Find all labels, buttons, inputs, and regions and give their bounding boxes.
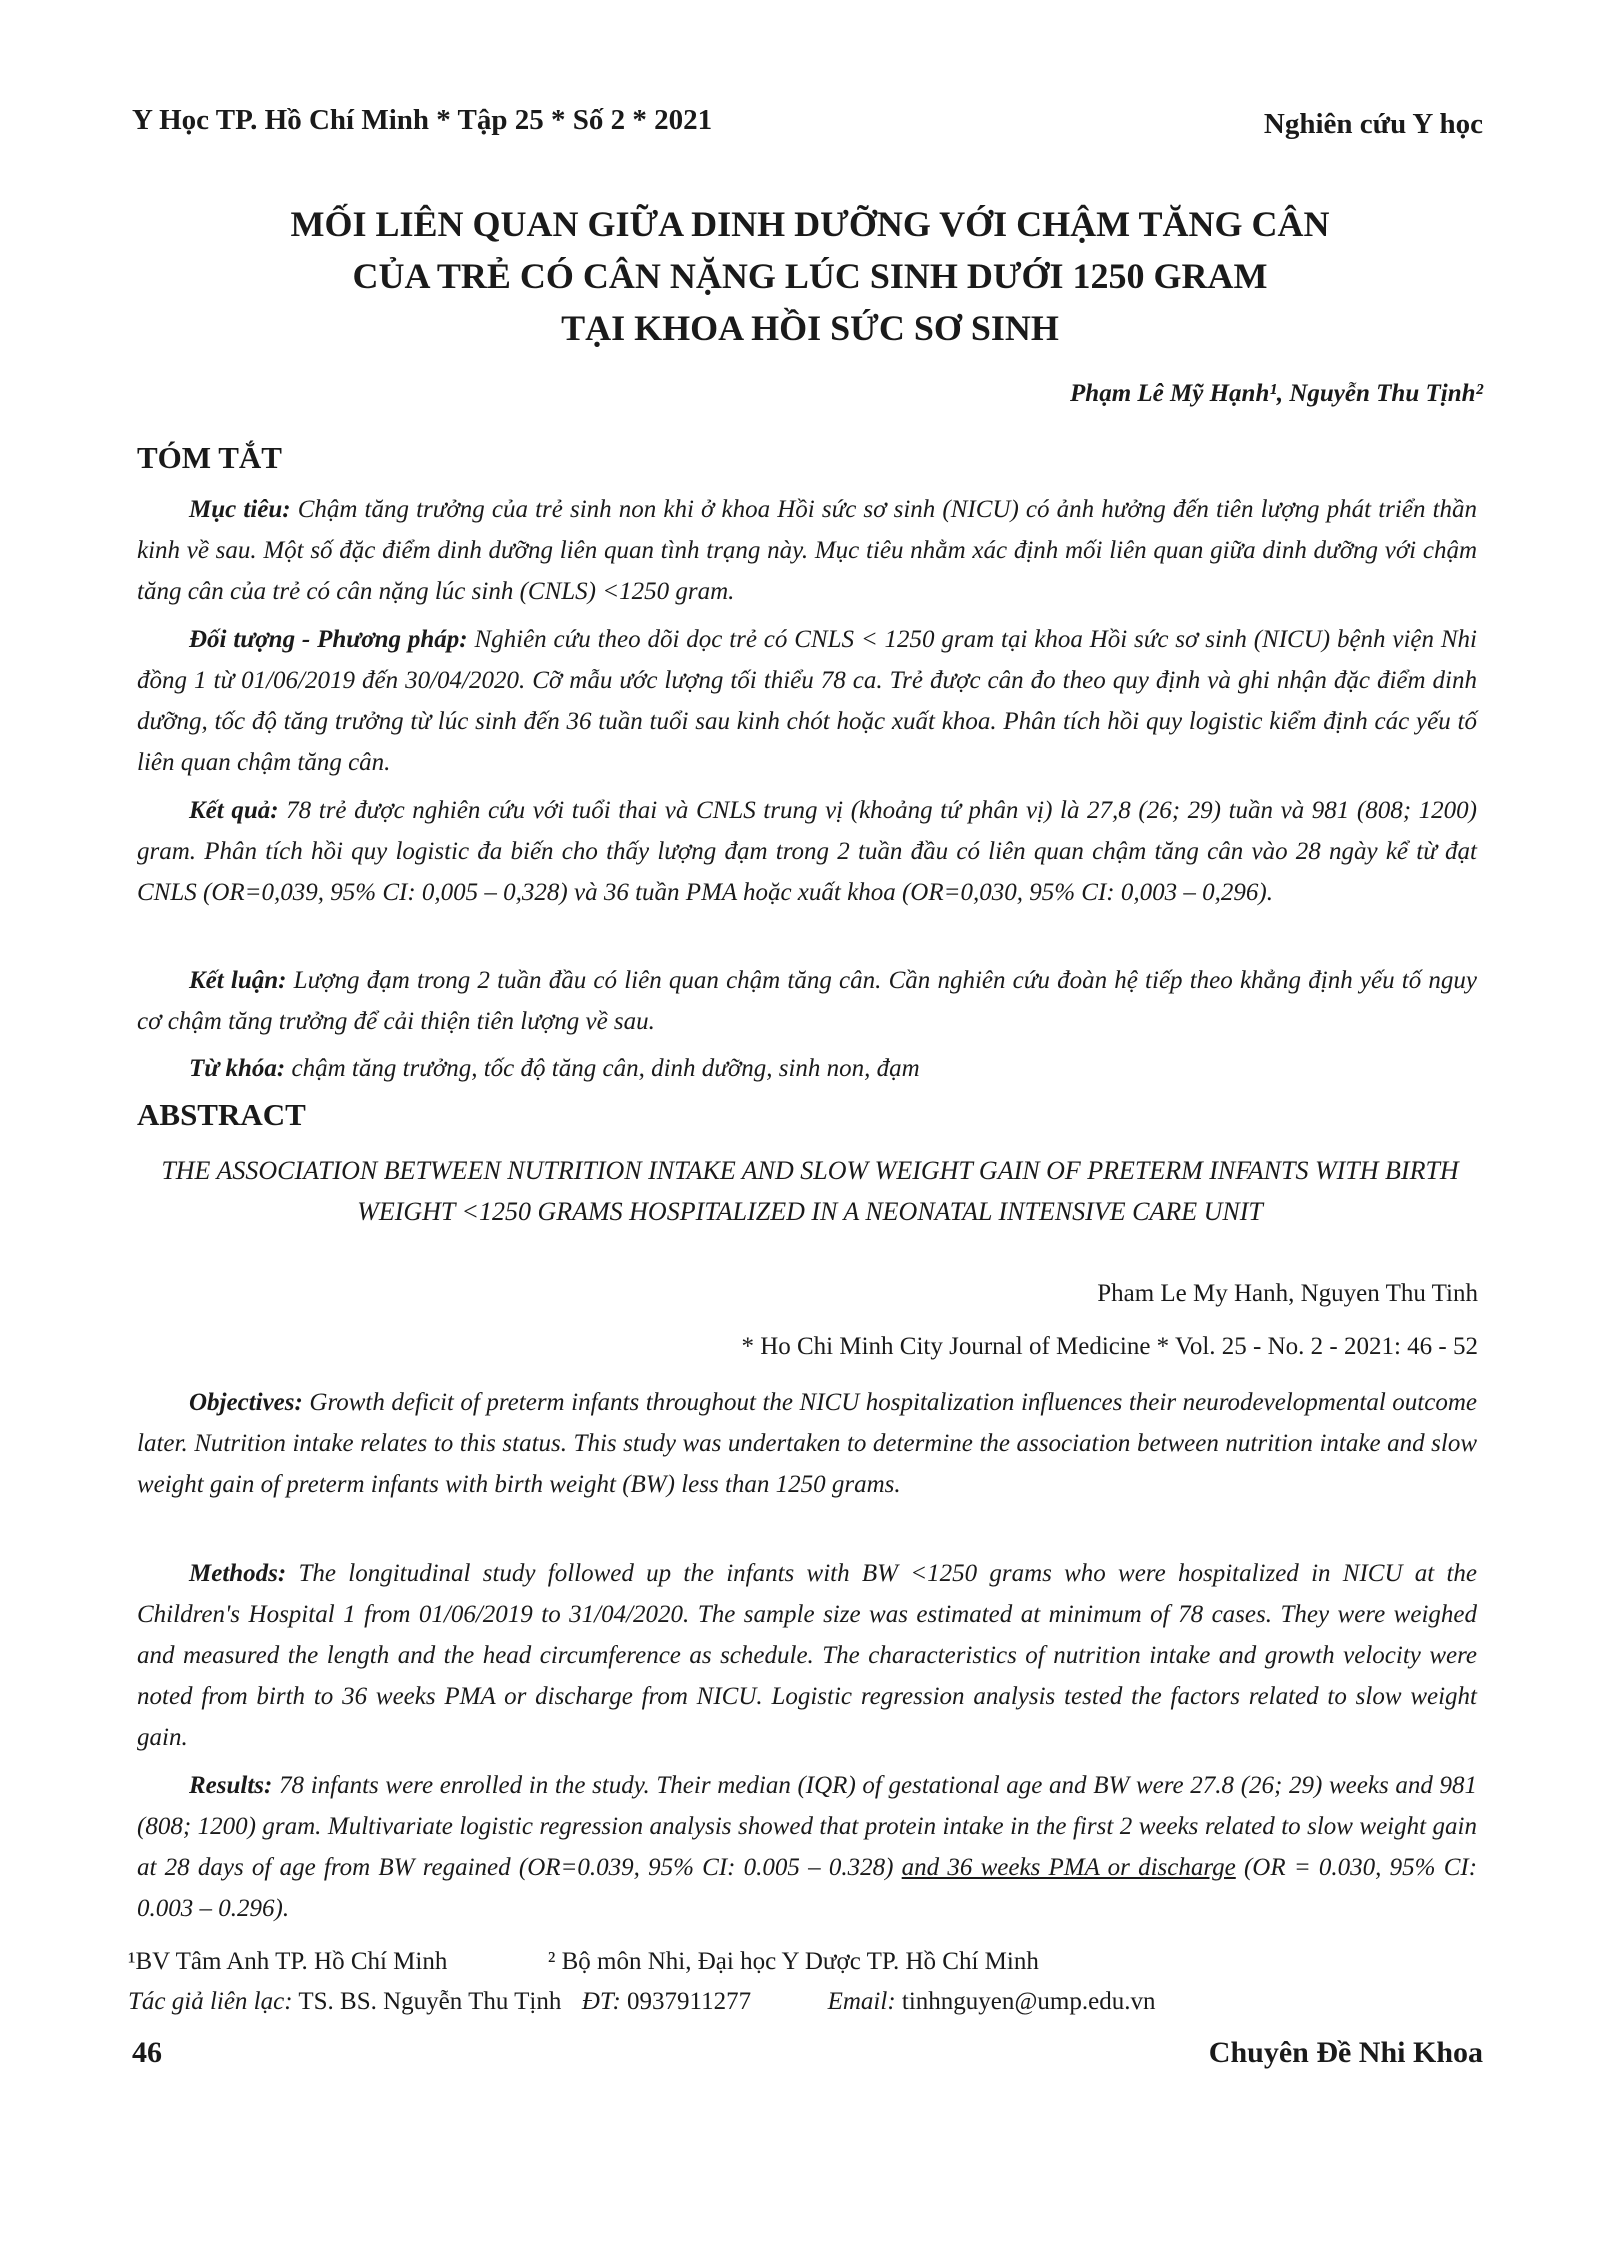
objectives-text: Growth deficit of preterm infants throughout the NICU hospitalization influences their neurodevelopmental outcome later. Nutrition intake relates to this status. This study was undertaken to determine the association between nutrition intake and slow weight gain of preterm infants with birth weight (BW) less than 1250 grams.: [137, 1389, 1478, 1498]
results-tail-text: (OR = 0.030, 95% CI: 0.003 – 0.296).: [137, 1854, 1478, 1922]
title-line: MỐI LIÊN QUAN GIỮA DINH DƯỠNG VỚI CHẬM TĂNG CÂN: [290, 204, 1330, 244]
section-header: Nghiên cứu Y học: [1263, 108, 1483, 140]
objectives-label: Objectives:: [189, 1389, 303, 1416]
phone-label: ĐT:: [581, 1988, 621, 2015]
results-vn-paragraph: [137, 790, 1477, 913]
methods-label: Methods:: [189, 1560, 287, 1587]
results-paragraph: [137, 1765, 1477, 1929]
authors-english: Pham Le My Hanh, Nguyen Thu Tinh: [1097, 1280, 1478, 1307]
email-address: tinhnguyen@ump.edu.vn: [901, 1988, 1156, 2015]
title-line: TẠI KHOA HỒI SỨC SƠ SINH: [561, 308, 1059, 348]
conclusion-vn-label: Kết luận:: [189, 967, 287, 994]
keywords-vn-paragraph: [137, 1048, 1477, 1089]
methods-vn-text: Nghiên cứu theo dõi dọc trẻ có CNLS < 1250 gram tại khoa Hồi sức sơ sinh (NICU) bệnh viện Nhi đồng 1 từ 01/06/2019 đến 30/04/2020. Cỡ mẫu ước lượng tối thiểu 78 ca. Trẻ được cân đo theo quy định và ghi nhận đặc điểm dinh dưỡng, tốc độ tăng trưởng từ lúc sinh đến 36 tuần tuổi sau kinh chót hoặc xuất khoa. Phân tích hồi quy logistic kiểm định các yếu tố liên quan chậm tăng cân.: [137, 626, 1477, 776]
methods-vn-paragraph: [137, 619, 1477, 783]
title-line: CỦA TRẺ CÓ CÂN NẶNG LÚC SINH DƯỚI 1250 GRAM: [352, 256, 1268, 296]
affiliation-2: ² Bộ môn Nhi, Đại học Y Dược TP. Hồ Chí Minh: [547, 1948, 1039, 1975]
results-vn-label: Kết quả:: [189, 797, 279, 824]
methods-paragraph: [137, 1553, 1477, 1758]
conclusion-vn-text: Lượng đạm trong 2 tuần đầu có liên quan chậm tăng cân. Cần nghiên cứu đoàn hệ tiếp theo khẳng định yếu tố nguy cơ chậm tăng trưởng để cải thiện tiên lượng về sau.: [137, 967, 1477, 1035]
keywords-vn-label: Từ khóa:: [189, 1055, 286, 1082]
affiliations-line: [128, 1948, 1039, 1976]
authors-vietnamese: Phạm Lê Mỹ Hạnh¹, Nguyễn Thu Tịnh²: [1070, 380, 1483, 407]
contact-name: TS. BS. Nguyễn Thu Tịnh: [298, 1988, 562, 2015]
abstract-heading: ABSTRACT: [137, 1097, 306, 1132]
objective-text: Chậm tăng trưởng của trẻ sinh non khi ở khoa Hồi sức sơ sinh (NICU) có ảnh hưởng đến tiên lượng phát triển thần kinh về sau. Một số đặc điểm dinh dưỡng liên quan tình trạng này. Mục tiêu nhằm xác định mối liên quan giữa dinh dưỡng với chậm tăng cân của trẻ có cân nặng lúc sinh (CNLS) <1250 gram.: [137, 496, 1478, 605]
methods-vn-label: Đối tượng - Phương pháp:: [189, 626, 468, 653]
results-label: Results:: [189, 1772, 273, 1799]
contact-label: Tác giả liên lạc:: [128, 1988, 293, 2015]
objective-paragraph: [137, 489, 1477, 612]
methods-text: The longitudinal study followed up the infants with BW <1250 grams who were hospitalized in NICU at the Children's Hospital 1 from 01/06/2019 to 31/04/2020. The sample size was estimated at minimum of 78 cases. They were weighed and measured the length and the head circumference as schedule. The characteristics of nutrition intake and growth velocity were noted from birth to 36 weeks PMA or discharge from NICU. Logistic regression analysis tested the factors related to slow weight gain.: [137, 1560, 1478, 1751]
keywords-vn-text: chậm tăng trưởng, tốc độ tăng cân, dinh dưỡng, sinh non, đạm: [291, 1055, 920, 1082]
email-label: Email:: [827, 1988, 896, 2015]
english-title: THE ASSOCIATION BETWEEN NUTRITION INTAKE AND SLOW WEIGHT GAIN OF PRETERM INFANTS WITH BIRTH WEIGHT <1250 GRAMS HOSPITALIZED IN A NEONATAL INTENSIVE CARE UNIT: [161, 1156, 1459, 1226]
results-underlined-text: and 36 weeks PMA or discharge: [901, 1854, 1236, 1881]
journal-header: Y Học TP. Hồ Chí Minh * Tập 25 * Số 2 * 2021: [132, 104, 713, 136]
affiliation-1: ¹BV Tâm Anh TP. Hồ Chí Minh: [128, 1948, 448, 1975]
conclusion-vn-paragraph: [137, 960, 1477, 1042]
objectives-paragraph: [137, 1382, 1477, 1505]
citation-line: * Ho Chi Minh City Journal of Medicine * Vol. 25 - No. 2 - 2021: 46 - 52: [741, 1333, 1478, 1360]
objective-label: Mục tiêu:: [189, 496, 291, 523]
phone-number: 0937911277: [627, 1988, 752, 2015]
contact-line: [128, 1988, 1155, 2016]
summary-heading: TÓM TẮT: [137, 440, 282, 475]
page-number: 46: [132, 2036, 162, 2069]
issue-footer: Chuyên Đề Nhi Khoa: [1208, 2036, 1483, 2069]
results-text: 78 infants were enrolled in the study. Their median (IQR) of gestational age and BW were 27.8 (26; 29) weeks and 981 (808; 1200) gram. Multivariate logistic regression analysis showed that protein intake in the first 2 weeks related to slow weight gain at 28 days of age from BW regained (OR=0.039, 95% CI: 0.005 – 0.328): [137, 1772, 1478, 1881]
article-title: [160, 198, 1460, 354]
results-vn-text: 78 trẻ được nghiên cứu với tuổi thai và CNLS trung vị (khoảng tứ phân vị) là 27,8 (26; 29) tuần và 981 (808; 1200) gram. Phân tích hồi quy logistic đa biến cho thấy lượng đạm trong 2 tuần đầu có liên quan chậm tăng cân vào 28 ngày kể từ đạt CNLS (OR=0,039, 95% CI: 0,005 – 0,328) và 36 tuần PMA hoặc xuất khoa (OR=0,030, 95% CI: 0,003 – 0,296).: [137, 797, 1477, 906]
